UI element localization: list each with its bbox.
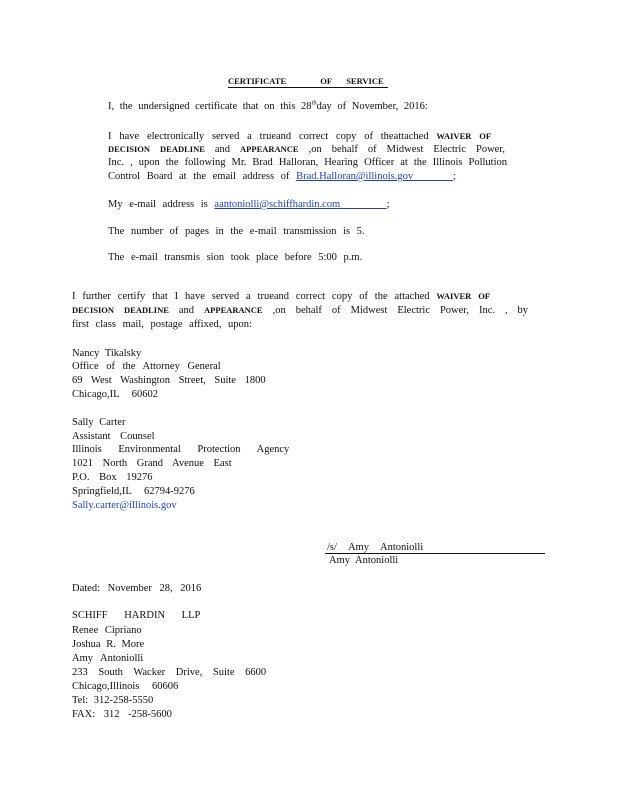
mail-service-line-1 xyxy=(72,290,490,303)
certification-intro xyxy=(108,100,428,113)
firm-telephone: Tel: 312-258-5550 xyxy=(72,695,154,706)
transmission-time-line: The e-mail transmis sion took place before 5:00 p.m. xyxy=(108,252,363,263)
firm-city: Chicago,Illinois 60606 xyxy=(72,681,179,692)
signature-signed: /s/ Amy Antoniolli xyxy=(327,542,424,553)
doc-title-word: DEADLINE xyxy=(124,305,169,315)
doc-title-word: WAIVER xyxy=(436,131,472,141)
email-service-line-1 xyxy=(108,130,491,143)
recipient-office: Office of the Attorney General xyxy=(72,361,221,372)
intro-ordinal-suffix: th xyxy=(311,99,317,107)
recipient-city: Chicago,IL 60602 xyxy=(72,389,159,400)
title-word-service: SERVICE xyxy=(346,76,384,86)
intro-text-a: I, the undersigned certificate that on this 28 xyxy=(108,101,312,112)
recipient-title: Assistant Counsel xyxy=(72,431,155,442)
doc-title-word: OF xyxy=(479,131,492,141)
firm-attorney: Renee Cipriano xyxy=(72,625,142,636)
doc-title-word: DEADLINE xyxy=(160,144,205,154)
doc-title-word: WAIVER xyxy=(436,291,472,301)
mail-service-text: I further certify that I have served a trueand correct copy of the attached xyxy=(72,291,430,302)
mail-service-line-2 xyxy=(72,304,528,317)
recipient-name: Sally Carter xyxy=(72,417,126,428)
mail-service-line-3: first class mail, postage affixed, upon: xyxy=(72,319,252,330)
doc-title-and: and xyxy=(214,144,231,155)
doc-title-word: DECISION xyxy=(72,305,115,315)
email-service-line-3: Inc. , upon the following Mr. Brad Halloran, Hearing Officer at the Illinois Pollution xyxy=(108,157,507,168)
recipient-name: Nancy Tikalsky xyxy=(72,348,142,359)
intro-text-b: day of November, 2016: xyxy=(316,101,428,112)
sender-email-line xyxy=(108,198,390,211)
email-service-text: Control Board at the email address of xyxy=(108,171,290,182)
email-service-line-4 xyxy=(108,170,456,183)
recipient-street: 1021 North Grand Avenue East xyxy=(72,458,232,469)
firm-fax: FAX: 312 -258-5600 xyxy=(72,709,172,720)
email-service-text: I have electronically served a trueand correct copy of theattached xyxy=(108,131,429,142)
recipient-street: 69 West Washington Street, Suite 1800 xyxy=(72,375,266,386)
recipient-agency: Illinois Environmental Protection Agency xyxy=(72,444,290,455)
title-word-certificate: CERTIFICATE xyxy=(228,76,287,86)
recipient-email-link[interactable]: Sally.carter@illinois.gov xyxy=(72,500,177,511)
page-title xyxy=(228,76,388,88)
doc-title-word: OF xyxy=(478,291,490,301)
firm-attorney: Joshua R. More xyxy=(72,639,145,650)
email-service-line-2 xyxy=(108,143,505,156)
sender-email-label: My e-mail address is xyxy=(108,199,208,210)
doc-title-word: APPEARANCE xyxy=(204,305,263,315)
doc-title-word: DECISION xyxy=(108,144,151,154)
hearing-officer-email-link[interactable]: Brad.Halloran@illinois.gov xyxy=(296,171,414,182)
firm-street: 233 South Wacker Drive, Suite 6600 xyxy=(72,667,267,678)
page-count-line: The number of pages in the e-mail transmission is 5. xyxy=(108,226,365,237)
recipient-pobox: P.O. Box 19276 xyxy=(72,472,153,483)
title-word-of: OF xyxy=(320,76,333,86)
sender-email-link[interactable]: aantoniolli@schiffhardin.com xyxy=(214,199,341,210)
firm-attorney: Amy Antoniolli xyxy=(72,653,144,664)
doc-title-and: and xyxy=(178,305,195,316)
email-service-text: ; xyxy=(452,171,456,182)
dated-line: Dated: November 28, 2016 xyxy=(72,583,202,594)
firm-name: SCHIFF HARDIN LLP xyxy=(72,610,201,621)
recipient-city: Springfield,IL 62794-9276 xyxy=(72,486,195,497)
mail-service-text: ,on behalf of Midwest Electric Power, Inc. , by xyxy=(272,305,529,316)
doc-title-word: APPEARANCE xyxy=(240,144,299,154)
email-service-text: ,on behalf of Midwest Electric Power, xyxy=(308,144,506,155)
sender-email-punct: ; xyxy=(386,199,390,210)
signature-printed-name: Amy Antoniolli xyxy=(329,555,399,566)
